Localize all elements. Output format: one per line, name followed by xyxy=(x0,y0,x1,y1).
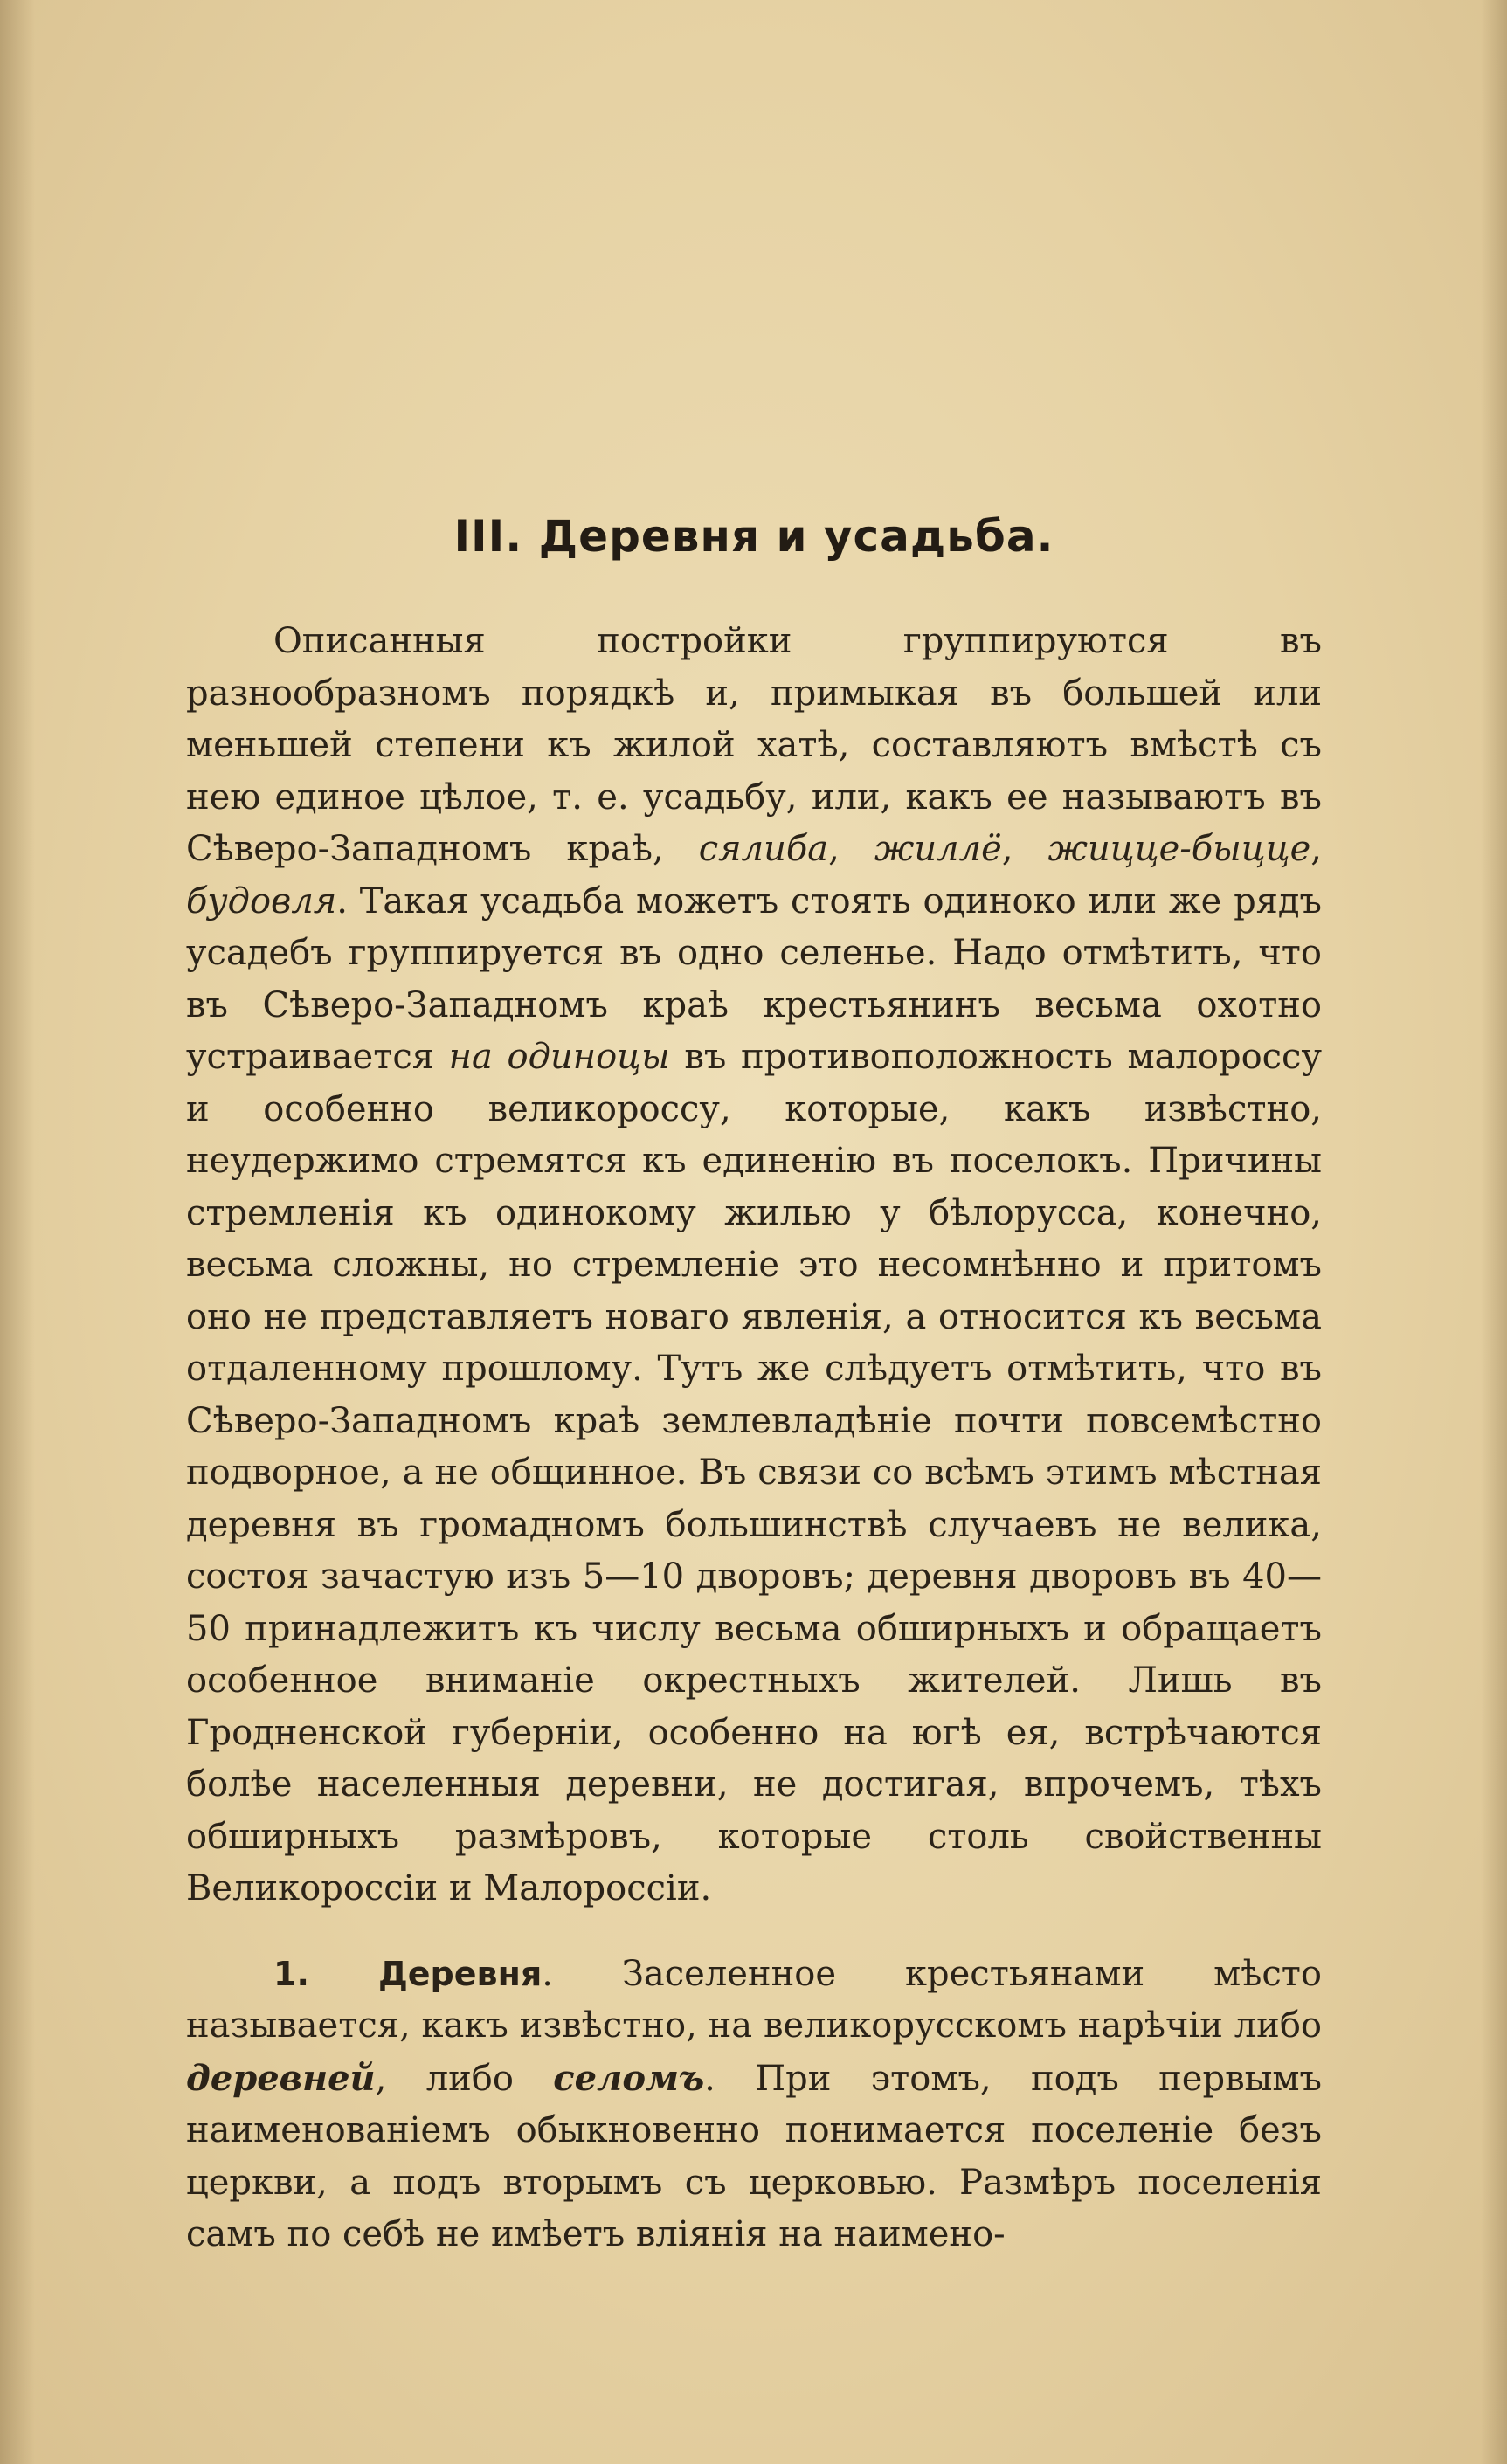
term-derevnei: деревней xyxy=(186,2057,376,2099)
term-selom: селомъ xyxy=(553,2057,705,2099)
section-1-text-2: , либо xyxy=(375,2058,514,2099)
intro-text-2: . Такая усадьба можетъ стоять одиноко или же рядъ усадебъ группируется въ одно селенье. Надо отмѣтить, что въ Сѣверо-Западномъ краѣ крестьянинъ весьма охотно устраивается xyxy=(186,880,1322,1077)
term-zhille: жиллё xyxy=(874,829,1002,869)
intro-text-3: въ противоположность малороссу и особенно великороссу, которые, какъ извѣстно, неудержимо стремятся къ единенію въ поселокъ. Причины стремленія къ одинокому жилью у бѣлорусса, конечно, весьма сложны, но стремленіе это несомнѣнно и притомъ оно не представляетъ новаго явленія, а относится къ весьма отдаленному прошлому. Тутъ же слѣдуетъ отмѣтить, что въ Сѣверо-Западномъ краѣ землевладѣніе почти повсемѣстно подворное, а не общинное. Въ связи со всѣмъ этимъ мѣстная деревня въ громадномъ большинствѣ случаевъ не велика, состоя зачастую изъ 5—10 дворовъ; деревня дворовъ въ 40—50 принадлежитъ къ числу весьма обширныхъ и обращаетъ особенное вниманіе окрестныхъ жителей. Лишь въ Гродненской губерніи, особенно на югѣ ея, встрѣчаются болѣе населенныя деревни, не достигая, впрочемъ, тѣхъ обширныхъ размѣровъ, которые столь свойственны Великороссіи и Малороссіи. xyxy=(186,1037,1322,1908)
intro-text-1: Описанныя постройки группируются въ разнообразномъ порядкѣ и, примыкая въ большей или меньшей степени къ жилой хатѣ, составляютъ вмѣстѣ съ нею единое цѣлое, т. е. усадьбу, или, какъ ее называютъ въ Сѣверо-Западномъ краѣ, xyxy=(186,621,1322,869)
intro-paragraph: Описанныя постройки группируются въ разнообразномъ порядкѣ и, примыкая въ большей или меньшей степени къ жилой хатѣ, составляютъ вмѣстѣ съ нею единое цѣлое, т. е. усадьбу, или, какъ ее называютъ въ Сѣверо-Западномъ краѣ, сялиба, жиллё, жицце-быцце, будовля. Такая усадьба можетъ стоять одиноко или же рядъ усадебъ группируется въ одно селенье. Надо отмѣтить, что въ Сѣверо-Западномъ краѣ крестьянинъ весьма охотно устраивается на одиноцы въ противоположность малороссу и особенно великороссу, которые, какъ извѣстно, неудержимо стремятся къ единенію въ поселокъ. Причины стремленія къ одинокому жилью у бѣлорусса, конечно, весьма сложны, но стремленіе это несомнѣнно и притомъ оно не представляетъ новаго явленія, а относится къ весьма отдаленному прошлому. Тутъ же слѣдуетъ отмѣтить, что въ Сѣверо-Западномъ краѣ землевладѣніе почти повсемѣстно подворное, а не общинное. Въ связи со всѣмъ этимъ мѣстная деревня въ громадномъ большинствѣ случаевъ не велика, состоя зачастую изъ 5—10 дворовъ; деревня дворовъ въ 40—50 принадлежитъ къ числу весьма обширныхъ и обращаетъ особенное вниманіе окрестныхъ жителей. Лишь въ Гродненской губерніи, особенно на югѣ ея, встрѣчаются болѣе населенныя деревни, не достигая, впрочемъ, тѣхъ обширныхъ размѣровъ, которые столь свойственны Великороссіи и Малороссіи. xyxy=(186,621,1322,1908)
section-1-text-1: . Заселенное крестьянами мѣсто называется, какъ извѣстно, на великорусскомъ нарѣчіи либо xyxy=(186,1953,1323,2046)
section-1-number: 1. xyxy=(273,1954,309,1993)
page-edge-shadow-right xyxy=(1481,0,1507,2464)
chapter-title: III. Деревня и усадьба. xyxy=(453,511,1054,562)
term-zhitstse-bytstse: жицце-быцце xyxy=(1047,829,1311,869)
term-na-odinotsy: на одиноцы xyxy=(448,1037,670,1077)
term-budovlya: будовля xyxy=(186,880,337,921)
page-edge-shadow-left xyxy=(0,0,35,2464)
section-1-heading: Деревня xyxy=(377,1954,543,1993)
page-text xyxy=(186,511,1322,2261)
section-1-paragraph xyxy=(186,1949,1322,2261)
term-syaliba: сялиба xyxy=(698,829,829,869)
section-1-text-3: . При этомъ, подъ первымъ наименованіемъ обыкновенно понимается поселеніе безъ церкви, а подъ вторымъ съ церковью. Размѣръ поселенія самъ по себѣ не имѣетъ вліянія на наимено- xyxy=(186,2058,1322,2254)
